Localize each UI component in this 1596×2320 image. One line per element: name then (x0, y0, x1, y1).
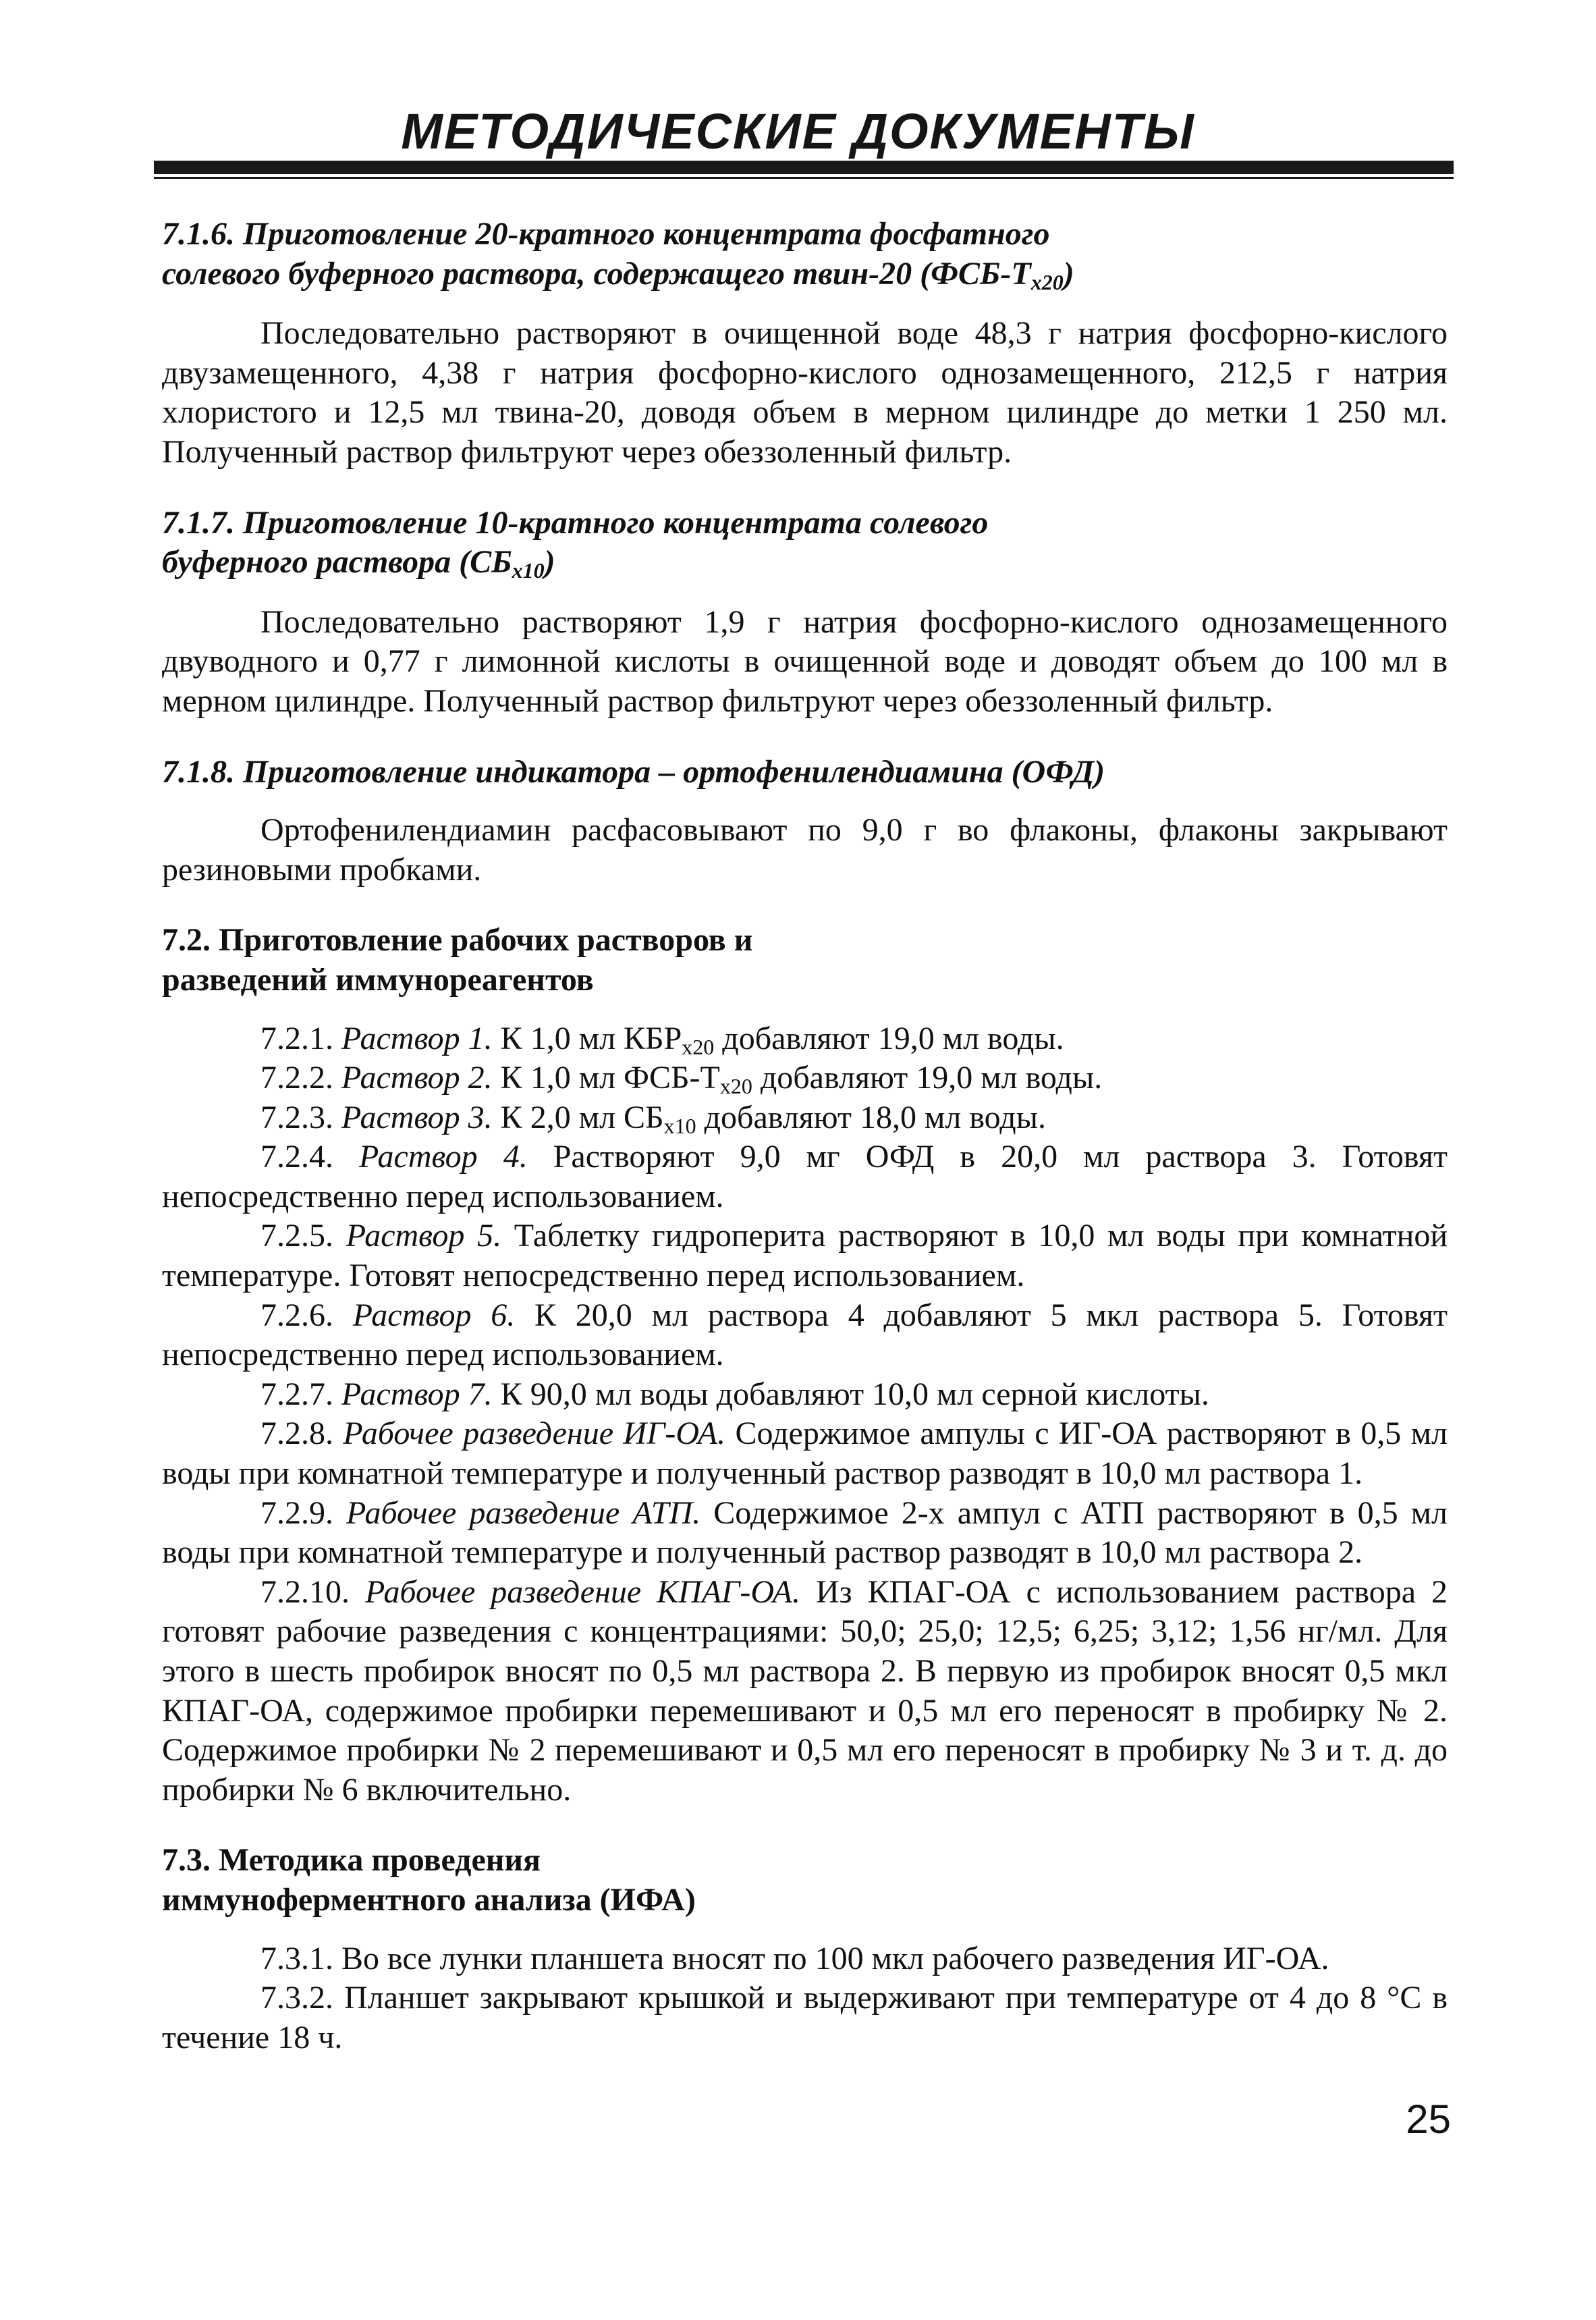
subscript: х10 (663, 1113, 696, 1138)
heading-end: ) (544, 544, 555, 581)
subscript: х20 (682, 1034, 715, 1059)
item-text: Растворяют 9,0 мг ОФД в 20,0 мл раствора 3. Готовят непосредственно перед использованием. (162, 1139, 1448, 1214)
item-name: Раствор 7. (341, 1376, 493, 1412)
heading-line: 7.3. Методика проведения (162, 1842, 541, 1879)
item-number: 7.2.5. (260, 1218, 346, 1254)
heading-line: 7.1.6. Приготовление 20-кратного концентрата фосфатного (162, 216, 1050, 252)
item-name: Раствор 5. (346, 1218, 502, 1254)
item-name: Раствор 3. (341, 1099, 493, 1135)
item-number: 7.2.3. (260, 1099, 341, 1135)
item-text: К 2,0 мл СБ (492, 1099, 664, 1135)
item-name: Раствор 4. (359, 1139, 528, 1175)
item-text: Содержимое ампулы с ИГ-ОА растворяют в 0,5 мл воды при комнатной температуре и полученный раствор разводят в 10,0 мл раствора 1. (162, 1415, 1448, 1492)
item-text: добавляют 18,0 мл воды. (696, 1099, 1046, 1135)
item-name: Раствор 6. (352, 1297, 516, 1333)
item-number: 7.2.1. (260, 1020, 341, 1056)
heading-end: ) (1063, 255, 1074, 292)
list-item-7-2-6 (162, 1296, 1448, 1375)
item-text: Таблетку гидроперита растворяют в 10,0 мл воды при комнатной температуре. Готовят непосредственно перед использованием. (162, 1218, 1448, 1294)
heading-line: солевого буферного раствора, содержащего твин-20 (ФСБ-Т (162, 255, 1031, 292)
heading-line: 7.2. Приготовление рабочих растворов и (162, 922, 753, 959)
list-item-7-3-2: 7.3.2. Планшет закрывают крышкой и выдерживают при температуре от 4 до 8 °С в течение 18 ч. (162, 1980, 1448, 2055)
list-item-7-2-1 (162, 1019, 1448, 1059)
item-name: Раствор 2. (341, 1060, 493, 1096)
list-item-7-2-7 (162, 1375, 1448, 1415)
item-text: К 20,0 мл раствора 4 добавляют 5 мкл раствора 5. Готовят непосредственно перед использованием. (162, 1297, 1448, 1373)
section-heading-7-1-6 (162, 215, 1448, 294)
header-rule (154, 161, 1454, 174)
heading-line: иммуноферментного анализа (ИФА) (162, 1881, 696, 1918)
subscript: х10 (512, 558, 545, 583)
list-item-7-2-3 (162, 1098, 1448, 1138)
item-number: 7.2.6. (260, 1297, 353, 1333)
item-name: Рабочее разведение АТП. (346, 1494, 701, 1531)
item-number: 7.2.2. (260, 1060, 341, 1096)
section-heading-7-2 (162, 921, 1448, 1000)
header-rule-thin (154, 177, 1454, 179)
page-number: 25 (1406, 2097, 1451, 2142)
item-number: 7.2.7. (260, 1376, 341, 1412)
paragraph-7-1-8: Ортофенилендиамин расфасовывают по 9,0 г во флаконы, флаконы закрывают резиновыми пробками. (162, 812, 1448, 888)
running-head: МЕТОДИЧЕСКИЕ ДОКУМЕНТЫ (401, 103, 1195, 159)
list-item-7-2-2 (162, 1058, 1448, 1098)
list-item-7-2-5 (162, 1216, 1448, 1295)
list-item-7-2-4 (162, 1137, 1448, 1216)
item-name: Рабочее разведение ИГ-ОА. (343, 1415, 726, 1452)
item-text: добавляют 19,0 мл воды. (714, 1020, 1064, 1056)
page-content (162, 215, 1448, 2057)
paragraph-7-1-6: Последовательно растворяют в очищенной воде 48,3 г натрия фосфорно-кислого двузамещенного, 4,38 г натрия фосфорно-кислого однозамещенного, 212,5 г натрия хлористого и 12,5 мл твина-20, доводя объем в мерном цилиндре до метки 1 250 мл. Полученный раствор фильтруют через обеззоленный фильтр. (162, 315, 1448, 470)
item-number: 7.2.4. (260, 1139, 360, 1175)
section-heading-7-3 (162, 1841, 1448, 1920)
heading-line: разведений иммунореагентов (162, 961, 594, 998)
subscript: х20 (1030, 269, 1064, 294)
item-number: 7.2.9. (260, 1494, 347, 1531)
item-number: 7.2.8. (260, 1415, 343, 1452)
paragraph-7-1-7: Последовательно растворяют 1,9 г натрия фосфорно-кислого однозамещенного двуводного и 0,77 г лимонной кислоты в очищенной воде и доводят объем до 100 мл в мерном цилиндре. Полученный раствор фильтруют через обеззоленный фильтр. (162, 603, 1448, 719)
item-number: 7.2.10. (260, 1573, 365, 1610)
item-name: Рабочее разведение КПАГ-ОА. (364, 1573, 801, 1610)
item-text: добавляют 19,0 мл воды. (752, 1060, 1103, 1096)
section-heading-7-1-7 (162, 504, 1448, 583)
item-text: К 1,0 мл ФСБ-Т (492, 1060, 720, 1096)
subscript: х20 (719, 1074, 752, 1099)
item-text: К 90,0 мл воды добавляют 10,0 мл серной кислоты. (492, 1376, 1209, 1412)
section-heading-7-1-8: 7.1.8. Приготовление индикатора – ортофенилендиамина (ОФД) (162, 753, 1105, 790)
heading-line: 7.1.7. Приготовление 10-кратного концентрата солевого (162, 504, 989, 541)
list-item-7-2-10 (162, 1573, 1448, 1810)
list-item-7-2-9 (162, 1494, 1448, 1573)
item-text: Содержимое 2-х ампул с АТП растворяют в 0,5 мл воды при комнатной температуре и полученный раствор разводят в 10,0 мл раствора 2. (162, 1494, 1448, 1571)
list-item-7-3-1: 7.3.1. Во все лунки планшета вносят по 100 мкл рабочего разведения ИГ-ОА. (260, 1940, 1329, 1976)
item-text: Из КПАГ-ОА с использованием раствора 2 готовят рабочие разведения с концентрациями: 50,0; 25,0; 12,5; 6,25; 3,12; 1,56 нг/мл. Для этого в шесть пробирок вносят по 0,5 мл раствора 2. В первую из пробирок вносят 0,5 мкл КПАГ-ОА, содержимое пробирки перемешивают и 0,5 мл его переносят в пробирку № 2. Содержимое пробирки № 2 перемешивают и 0,5 мл его переносят в пробирку № 3 и т. д. до пробирки № 6 включительно. (162, 1573, 1448, 1808)
item-name: Раствор 1. (341, 1020, 493, 1056)
list-item-7-2-8 (162, 1414, 1448, 1493)
item-text: К 1,0 мл КБР (492, 1020, 682, 1056)
heading-line: буферного раствора (СБ (162, 544, 512, 581)
